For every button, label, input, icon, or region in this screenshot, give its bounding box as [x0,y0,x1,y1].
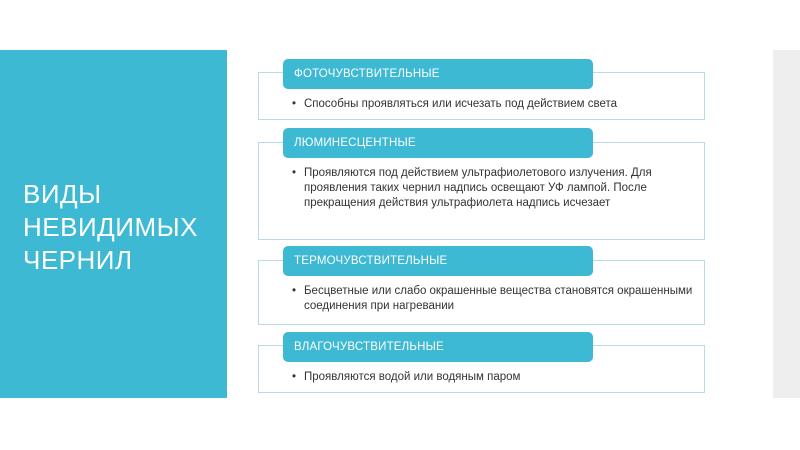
section-heading-moisture-sensitive: ВЛАГОЧУВСТВИТЕЛЬНЫЕ [283,332,593,362]
side-strip [773,50,800,398]
section-text-thermosensitive: • Бесцветные или слабо окрашенные вещества становятся окрашенными соединения при нагревании [292,284,694,314]
slide-title: ВИДЫ НЕВИДИМЫХ ЧЕРНИЛ [23,179,198,275]
section-heading-photosensitive: ФОТОЧУВСТВИТЕЛЬНЫЕ [283,59,593,89]
section-heading-thermosensitive: ТЕРМОЧУВСТВИТЕЛЬНЫЕ [283,246,593,276]
section-text-photosensitive: • Способны проявляться или исчезать под действием света [292,97,694,112]
section-heading-luminescent: ЛЮМИНЕСЦЕНТНЫЕ [283,128,593,158]
section-text-luminescent: • Проявляются под действием ультрафиолетового излучения. Для проявления таких чернил надпись освещают УФ лампой. После прекращения действия ультрафиолета надпись исчезает [292,166,694,211]
section-text-moisture-sensitive: • Проявляются водой или водяным паром [292,370,694,385]
